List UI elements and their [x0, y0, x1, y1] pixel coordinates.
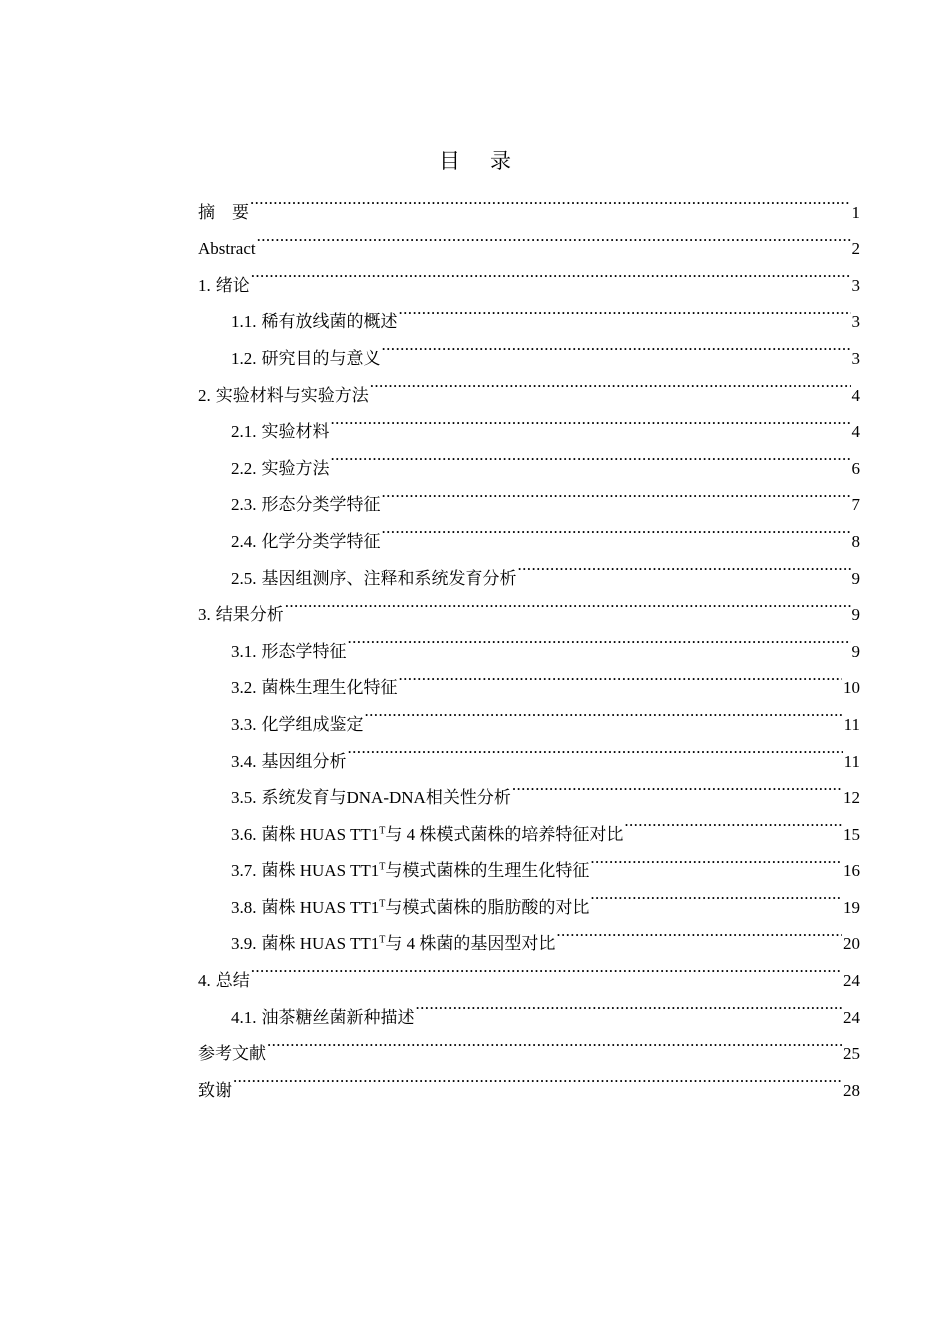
toc-entry-text: 菌株生理生化特征 [261, 678, 398, 698]
toc-entry-3[interactable] [198, 584, 860, 625]
toc-entry-number: 3.7. [231, 861, 257, 881]
toc-entry-text: 研究目的与意义 [261, 348, 381, 368]
toc-leader [348, 620, 851, 657]
toc-entry-text: 实验材料与实验方法 [215, 385, 369, 405]
toc-entry-text: 基因组分析 [261, 751, 347, 771]
toc-entry-text: 结果分析 [215, 605, 284, 625]
toc-title [0, 146, 950, 176]
toc-entry-label [231, 817, 623, 854]
toc-page-number: 9 [851, 641, 860, 661]
toc-entry-number: 3. [198, 605, 211, 625]
toc-entry-text-rest: 与 4 株菌的基因型对比 [385, 934, 556, 954]
toc-entry-label [198, 268, 250, 305]
toc-entry-text-rest: 与 4 株模式菌株的培养特征对比 [385, 824, 624, 844]
toc-entry-text-rest: 与模式菌株的脂肪酸的对比 [385, 897, 590, 917]
toc-entry-text: 菌株 HUAS TT1 [261, 861, 380, 881]
toc-entry-text: 形态分类学特征 [261, 495, 381, 515]
toc-page-number: 3 [851, 275, 860, 295]
toc-title-char-2: 录 [490, 149, 511, 173]
toc-entry-4[interactable] [198, 949, 860, 991]
toc-entry-number: 2. [198, 385, 211, 405]
toc-entry-text: 基因组测序、注释和系统发育分析 [261, 568, 517, 588]
toc-entry-number: 3.3. [231, 714, 257, 734]
toc-leader [233, 1059, 842, 1096]
toc-entry-label [231, 707, 364, 744]
toc-page-number: 10 [843, 678, 860, 698]
toc-entry-superscript: T [379, 898, 386, 910]
toc-entry-1[interactable] [198, 254, 860, 295]
toc-entry-label [231, 524, 381, 561]
toc-page-number: 24 [843, 971, 860, 991]
toc-leader [624, 803, 842, 840]
toc-leader [331, 401, 851, 438]
toc-entry-label [231, 744, 347, 781]
toc-leader [257, 218, 851, 255]
toc-page-number: 6 [851, 458, 860, 478]
toc-entry-label: Abstract [198, 239, 256, 259]
toc-page-number: 16 [843, 861, 860, 881]
toc-leader [382, 474, 851, 511]
toc-leader [267, 1023, 842, 1060]
toc-leader [370, 364, 851, 401]
toc-entry-text: 形态学特征 [261, 641, 347, 661]
toc-entry-label [231, 853, 589, 890]
toc-entry-label [231, 414, 330, 451]
toc-entry-number: 3.8. [231, 897, 257, 917]
toc-page-number: 3 [851, 312, 860, 332]
toc-entry-text: 稀有放线菌的概述 [261, 312, 398, 332]
toc-page-number: 19 [843, 897, 860, 917]
toc-entry-text: 油茶糖丝菌新种描述 [261, 1007, 415, 1027]
toc-leader [416, 986, 843, 1023]
toc-leader [285, 584, 851, 621]
toc-entry-number: 3.9. [231, 934, 257, 954]
toc-entry-label [231, 451, 330, 488]
toc-entry-label: 摘 要 [198, 202, 249, 222]
toc-entry-text: 菌株 HUAS TT1 [261, 824, 380, 844]
toc-page-number: 15 [843, 824, 860, 844]
toc-entry-number: 2.1. [231, 422, 257, 442]
toc-entry-3-1[interactable] [198, 620, 860, 661]
toc-entry-label [231, 634, 347, 671]
toc-entry-abstract-cn[interactable] [198, 181, 860, 222]
toc-page-number: 11 [843, 751, 860, 771]
toc-page-number: 8 [851, 531, 860, 551]
toc-page-number: 11 [843, 714, 860, 734]
toc-leader [331, 437, 851, 474]
toc-entry-label [231, 487, 381, 524]
toc-leader [382, 510, 851, 547]
toc-list [198, 181, 860, 1100]
toc-page-number: 4 [851, 422, 860, 442]
toc-entry-label [198, 597, 284, 634]
toc-page-number: 3 [851, 348, 860, 368]
toc-entry-number: 1. [198, 275, 211, 295]
toc-leader [399, 657, 843, 694]
toc-entry-superscript: T [379, 861, 386, 873]
toc-leader [251, 949, 842, 986]
toc-leader [251, 254, 851, 291]
toc-page-number: 4 [851, 385, 860, 405]
toc-page-number: 12 [843, 788, 860, 808]
toc-entry-number: 3.4. [231, 751, 257, 771]
toc-entry-number: 4.1. [231, 1007, 257, 1027]
toc-leader [250, 181, 851, 218]
toc-entry-text: 菌株 HUAS TT1 [261, 934, 380, 954]
toc-page-number: 9 [851, 605, 860, 625]
toc-entry-superscript: T [379, 825, 386, 837]
toc-entry-number: 2.2. [231, 458, 257, 478]
toc-leader [348, 730, 843, 767]
toc-entry-number: 2.4. [231, 531, 257, 551]
toc-entry-abstract-en[interactable] [198, 218, 860, 259]
toc-entry-1-1[interactable] [198, 291, 860, 332]
toc-leader [556, 913, 842, 950]
toc-leader [382, 327, 851, 364]
toc-page-number: 1 [851, 202, 860, 222]
toc-page-number: 28 [843, 1080, 860, 1100]
toc-page-number: 20 [843, 934, 860, 954]
toc-page-number: 9 [851, 568, 860, 588]
toc-entry-superscript: T [379, 934, 386, 946]
toc-leader [512, 767, 842, 804]
toc-entry-label: 致谢 [198, 1080, 232, 1100]
toc-entry-text: 菌株 HUAS TT1 [261, 897, 380, 917]
toc-entry-text: 绪论 [215, 275, 250, 295]
toc-entry-label [231, 304, 398, 341]
toc-entry-label [231, 341, 381, 378]
toc-leader [590, 840, 842, 877]
toc-entry-text: 实验方法 [261, 458, 330, 478]
toc-entry-text: 化学组成鉴定 [261, 714, 364, 734]
toc-entry-number: 3.5. [231, 788, 257, 808]
toc-entry-number: 1.1. [231, 312, 257, 332]
toc-page-number: 2 [851, 239, 860, 259]
toc-page-number: 24 [843, 1007, 860, 1027]
toc-page-number: 7 [851, 495, 860, 515]
toc-entry-number: 2.5. [231, 568, 257, 588]
toc-entry-label [231, 890, 589, 927]
toc-entry-label [231, 780, 511, 817]
toc-leader [590, 876, 842, 913]
toc-entry-label [198, 963, 250, 1000]
toc-entry-number: 3.1. [231, 641, 257, 661]
toc-title-char-1: 目 [439, 149, 460, 173]
toc-entry-text-rest: 与模式菌株的生理生化特征 [385, 861, 590, 881]
toc-leader [399, 291, 851, 328]
toc-entry-text: 实验材料 [261, 422, 330, 442]
toc-leader [518, 547, 851, 584]
toc-entry-text: 化学分类学特征 [261, 531, 381, 551]
toc-page-number: 25 [843, 1044, 860, 1064]
toc-entry-number: 1.2. [231, 348, 257, 368]
toc-entry-label: 参考文献 [198, 1044, 266, 1064]
toc-entry-acknowledgements[interactable] [198, 1059, 860, 1100]
toc-entry-text: 总结 [215, 971, 250, 991]
toc-entry-number: 2.3. [231, 495, 257, 515]
toc-entry-text: 系统发育与DNA-DNA相关性分析 [261, 788, 511, 808]
toc-entry-4-1[interactable] [198, 986, 860, 1027]
toc-leader [365, 693, 843, 730]
toc-entry-number: 4. [198, 971, 211, 991]
toc-entry-number: 3.6. [231, 824, 257, 844]
toc-entry-number: 3.2. [231, 678, 257, 698]
toc-entry-references[interactable] [198, 1023, 860, 1064]
